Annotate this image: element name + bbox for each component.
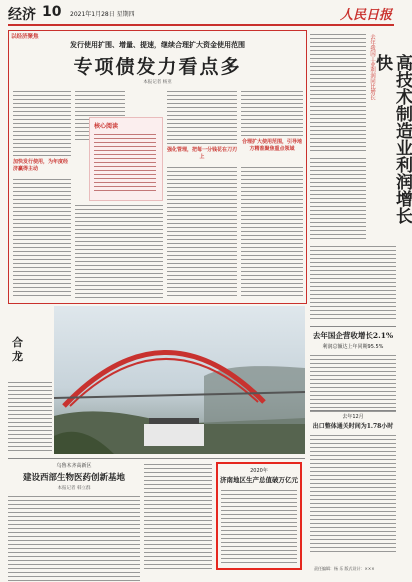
brief-customs-headline: 出口整体通关时间为1.78小时 bbox=[312, 423, 394, 430]
column-label: 以经济聚焦 bbox=[11, 34, 39, 40]
subhead-economy: 加快发行使用，为年度经济赢得主动 bbox=[13, 159, 69, 172]
divider-bottom bbox=[8, 458, 305, 459]
main-story bbox=[8, 30, 307, 304]
bottom-left-story bbox=[8, 462, 140, 582]
core-reading-text bbox=[94, 132, 156, 194]
brief-customs bbox=[310, 413, 396, 553]
bottom-left-text bbox=[8, 494, 140, 582]
bottom-left-kicker: 乌鲁木齐高新区 bbox=[56, 463, 92, 469]
subhead-management: 强化管理，把每一分钱花在刀刃上 bbox=[167, 147, 238, 160]
right-story bbox=[310, 30, 412, 322]
brief-customs-kicker: 去年12月 bbox=[342, 414, 364, 420]
masthead-rule bbox=[8, 24, 394, 26]
page-number: 10 bbox=[42, 4, 62, 20]
footer-editors: 责任编辑：杨 乐 版式设计：××× bbox=[314, 566, 375, 571]
divider-right bbox=[310, 326, 396, 327]
story-headline: 专项债发力看点多 bbox=[73, 56, 242, 78]
text-column-3 bbox=[167, 89, 237, 145]
bottom-center-text bbox=[144, 462, 212, 570]
text-column-2b bbox=[75, 203, 163, 299]
photo-caption-text bbox=[8, 380, 52, 454]
photo-caption-title: 合龙 bbox=[12, 336, 23, 363]
right-story-text-b bbox=[310, 156, 366, 240]
subhead-scope: 合理扩大使用范围，引导地方精准聚焦重点领域 bbox=[241, 139, 302, 152]
right-story-text-c bbox=[310, 244, 396, 320]
brief-soe bbox=[310, 330, 396, 415]
text-column-4b bbox=[241, 165, 303, 299]
brief-soe-sub: 利润总额达上年同期95.5% bbox=[322, 344, 384, 350]
brief-soe-headline: 去年国企营收增长2.1% bbox=[312, 331, 394, 340]
story-kicker: 发行使用扩围、增量、提速，继续合理扩大资金使用范围 bbox=[70, 40, 245, 49]
text-column-4 bbox=[241, 89, 303, 137]
brief-customs-text bbox=[310, 433, 396, 553]
bridge-illustration bbox=[54, 306, 305, 454]
bottom-left-byline: 本报记者 韩立群 bbox=[57, 486, 91, 491]
text-column-1b bbox=[13, 177, 71, 299]
highlight-headline: 济南地区生产总值破万亿元 bbox=[220, 476, 298, 484]
masthead bbox=[8, 4, 394, 26]
section-name: 经济 bbox=[8, 7, 36, 23]
right-story-kicker: 去年我国工业利润同比增长 bbox=[369, 34, 375, 100]
photo-caption-col bbox=[8, 306, 52, 454]
highlight-text bbox=[221, 488, 297, 566]
text-column-3b bbox=[167, 165, 237, 299]
core-reading-title: 核心阅读 bbox=[94, 123, 119, 130]
divider-right-2 bbox=[310, 410, 396, 411]
bottom-left-headline: 建设西部生物医药创新基地 bbox=[22, 473, 125, 483]
brief-soe-text bbox=[310, 353, 396, 415]
right-story-headline: 高技术制造业利润增长快 bbox=[372, 54, 412, 224]
core-reading-box bbox=[89, 117, 163, 201]
highlight-box bbox=[216, 462, 302, 570]
right-story-text-a bbox=[310, 32, 366, 152]
highlight-kicker: 2020年 bbox=[250, 468, 268, 474]
text-column-1 bbox=[13, 89, 71, 157]
story-byline: 本报记者 杨亚 bbox=[143, 80, 172, 85]
issue-date: 2021年1月28日 星期四 bbox=[70, 11, 135, 18]
newspaper-logo: 人民日报 bbox=[339, 8, 392, 23]
bridge-photo bbox=[54, 306, 305, 454]
